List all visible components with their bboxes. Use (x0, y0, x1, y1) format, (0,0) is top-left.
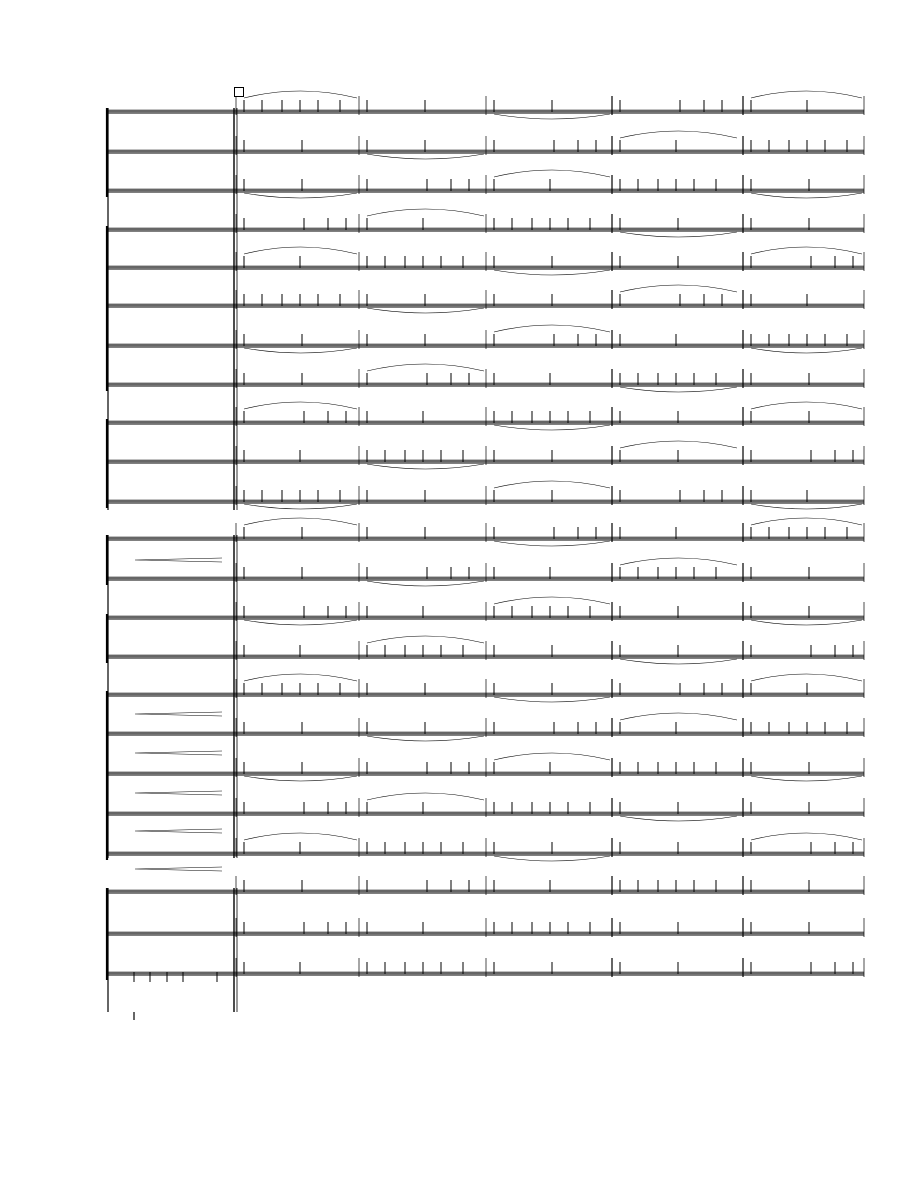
slur (244, 833, 357, 840)
slur (367, 581, 484, 586)
slur (244, 674, 357, 681)
slur (751, 193, 862, 198)
slur (620, 387, 737, 392)
slur (751, 674, 862, 681)
slur (367, 736, 484, 741)
slur (751, 247, 862, 254)
slur (751, 504, 862, 509)
hairpin (135, 867, 222, 871)
slur (494, 753, 610, 760)
slur (620, 131, 737, 138)
hairpin (135, 751, 222, 755)
slur (367, 793, 484, 800)
slur (620, 659, 737, 664)
slur (367, 209, 484, 216)
slur (367, 308, 484, 313)
slur (367, 636, 484, 643)
slur (367, 364, 484, 371)
slur (244, 247, 357, 254)
slur (244, 91, 357, 98)
hairpin (135, 791, 222, 795)
slur (244, 402, 357, 409)
slur (494, 425, 610, 430)
slur (244, 518, 357, 525)
slur (494, 697, 610, 702)
slur (244, 620, 357, 625)
slur (620, 713, 737, 720)
slur (620, 441, 737, 448)
slur (620, 285, 737, 292)
slur (494, 170, 610, 177)
slur (494, 114, 610, 119)
slur (244, 776, 357, 781)
slur (494, 856, 610, 861)
slur (244, 348, 357, 353)
slur (620, 232, 737, 237)
slur (494, 541, 610, 546)
slur (494, 325, 610, 332)
slur (367, 464, 484, 469)
slur (494, 270, 610, 275)
slur (751, 776, 862, 781)
slur (751, 518, 862, 525)
slur (367, 154, 484, 159)
slur (244, 193, 357, 198)
slur (751, 91, 862, 98)
slur (751, 620, 862, 625)
slur (751, 402, 862, 409)
slur (244, 504, 357, 509)
hairpin (135, 712, 222, 716)
hairpin (135, 558, 222, 562)
slur (751, 348, 862, 353)
slur (620, 816, 737, 821)
slur (494, 597, 610, 604)
hairpin (135, 829, 222, 833)
slur (751, 833, 862, 840)
slur (494, 481, 610, 488)
slur (620, 558, 737, 565)
